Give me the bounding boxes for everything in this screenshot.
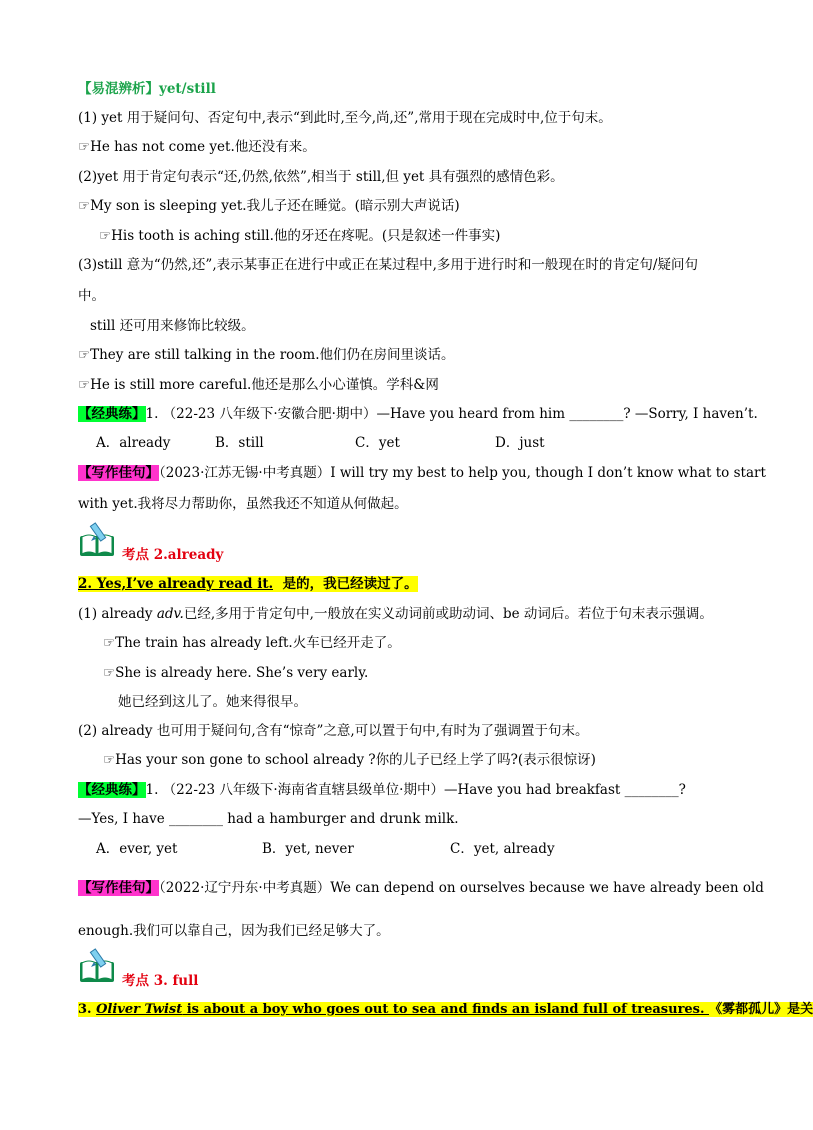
option-d: D．just (495, 435, 545, 451)
text-line: (3)still 意为“仍然,还”,表示某事正在进行中或正在某过程中,多用于进行时和一般现在时的肯定句/疑问句 (78, 257, 698, 273)
example-line: ☞Has your son gone to school already ?你的儿子已经上学了吗?(表示很惊讶) (103, 752, 596, 768)
text-line: (1) yet 用于疑问句、否定句中,表示“到此时,至今,尚,还”,常用于现在完成时中,位于句末。 (78, 110, 612, 126)
example-line: ☞They are still talking in the room.他们仍在房间里谈话。 (78, 347, 455, 363)
section-heading-yet-still: 【易混辨析】yet/still (78, 81, 216, 97)
example-line: ☞He is still more careful.他还是那么小心谨慎。学科&网 (78, 377, 439, 393)
text-segment: (1) already (78, 606, 157, 622)
book-title: Oliver Twist (96, 1002, 183, 1017)
text-line: still 还可用来修饰比较级。 (90, 318, 255, 334)
option-b: B．still (215, 435, 264, 451)
sentence-gap (273, 576, 282, 592)
writing-line (78, 879, 764, 897)
book-pencil-icon (77, 948, 117, 984)
section-heading-already: 考点 2.already (122, 547, 224, 563)
writing-tag: 【写作佳句】 (78, 880, 159, 896)
part-of-speech: adv. (156, 606, 184, 622)
example-line: ☞The train has already left.火车已经开走了。 (103, 635, 401, 651)
example-line: ☞His tooth is aching still.他的牙还在疼呢。(只是叙述一件事实) (99, 228, 501, 244)
exercise-question (78, 405, 758, 423)
text-segment: 已经,多用于肯定句中,一般放在实义动词前或助动词、be 动词后。若位于句末表示强调。 (183, 606, 713, 622)
option-a: A．ever, yet (96, 841, 178, 857)
option-c: C．yet, already (450, 841, 555, 857)
sentence-english: is about a boy who goes out to sea and finds an island full of treasures. (182, 1002, 710, 1017)
writing-line (78, 464, 766, 482)
highlighted-sentence (78, 575, 418, 593)
sentence-chinese: 是的，我已经读过了。 (282, 576, 418, 592)
example-translation: 她已经到这儿了。她来得很早。 (118, 694, 307, 710)
text-line: (2) already 也可用于疑问句,含有“惊奇”之意,可以置于句中,有时为了强调置于句末。 (78, 723, 589, 739)
exercise-tag: 【经典练】 (78, 406, 146, 422)
writing-tag: 【写作佳句】 (78, 465, 159, 481)
text-line: 中。 (78, 288, 105, 304)
exercise-question-text: 1. （22-23 八年级下·海南省直辖县级单位·期中）—Have you had breakfast ________? (145, 782, 686, 798)
exercise-question-text: 1. （22-23 八年级下·安徽合肥·期中）—Have you heard from him ________? —Sorry, I haven’t. (145, 406, 758, 422)
sentence-english: 2. Yes,I’ve already read it. (78, 576, 274, 592)
exercise-question-line-2: —Yes, I have ________ had a hamburger and drunk milk. (78, 811, 459, 827)
option-a: A．already (96, 435, 171, 451)
option-c: C．yet (355, 435, 400, 451)
writing-line-2: with yet.我将尽力帮助你，虽然我还不知道从何做起。 (78, 496, 408, 512)
text-line: (2)yet 用于肯定句表示“还,仍然,依然”,相当于 still,但 yet 具有强烈的感情色彩。 (78, 169, 564, 185)
example-line: ☞My son is sleeping yet.我儿子还在睡觉。(暗示别大声说话) (78, 198, 460, 214)
sentence-chinese: 《雾都孤儿》是关 (709, 1002, 813, 1017)
writing-text: （2022·辽宁丹东·中考真题）We can depend on ourselves because we have already been old (159, 880, 764, 896)
exercise-tag: 【经典练】 (78, 782, 146, 798)
text-line (78, 605, 713, 623)
example-line: ☞She is already here. She’s very early. (103, 665, 369, 681)
option-b: B．yet, never (262, 841, 354, 857)
section-heading-full: 考点 3. full (122, 973, 199, 989)
example-line: ☞He has not come yet.他还没有来。 (78, 139, 316, 155)
writing-line-2: enough.我们可以靠自己，因为我们已经足够大了。 (78, 923, 390, 939)
writing-text: （2023·江苏无锡·中考真题）I will try my best to help you, though I don’t know what to start (159, 465, 766, 481)
exercise-question (78, 781, 686, 799)
book-pencil-icon (77, 522, 117, 558)
sentence-number: 3. (78, 1002, 97, 1017)
highlighted-sentence (78, 1001, 813, 1019)
